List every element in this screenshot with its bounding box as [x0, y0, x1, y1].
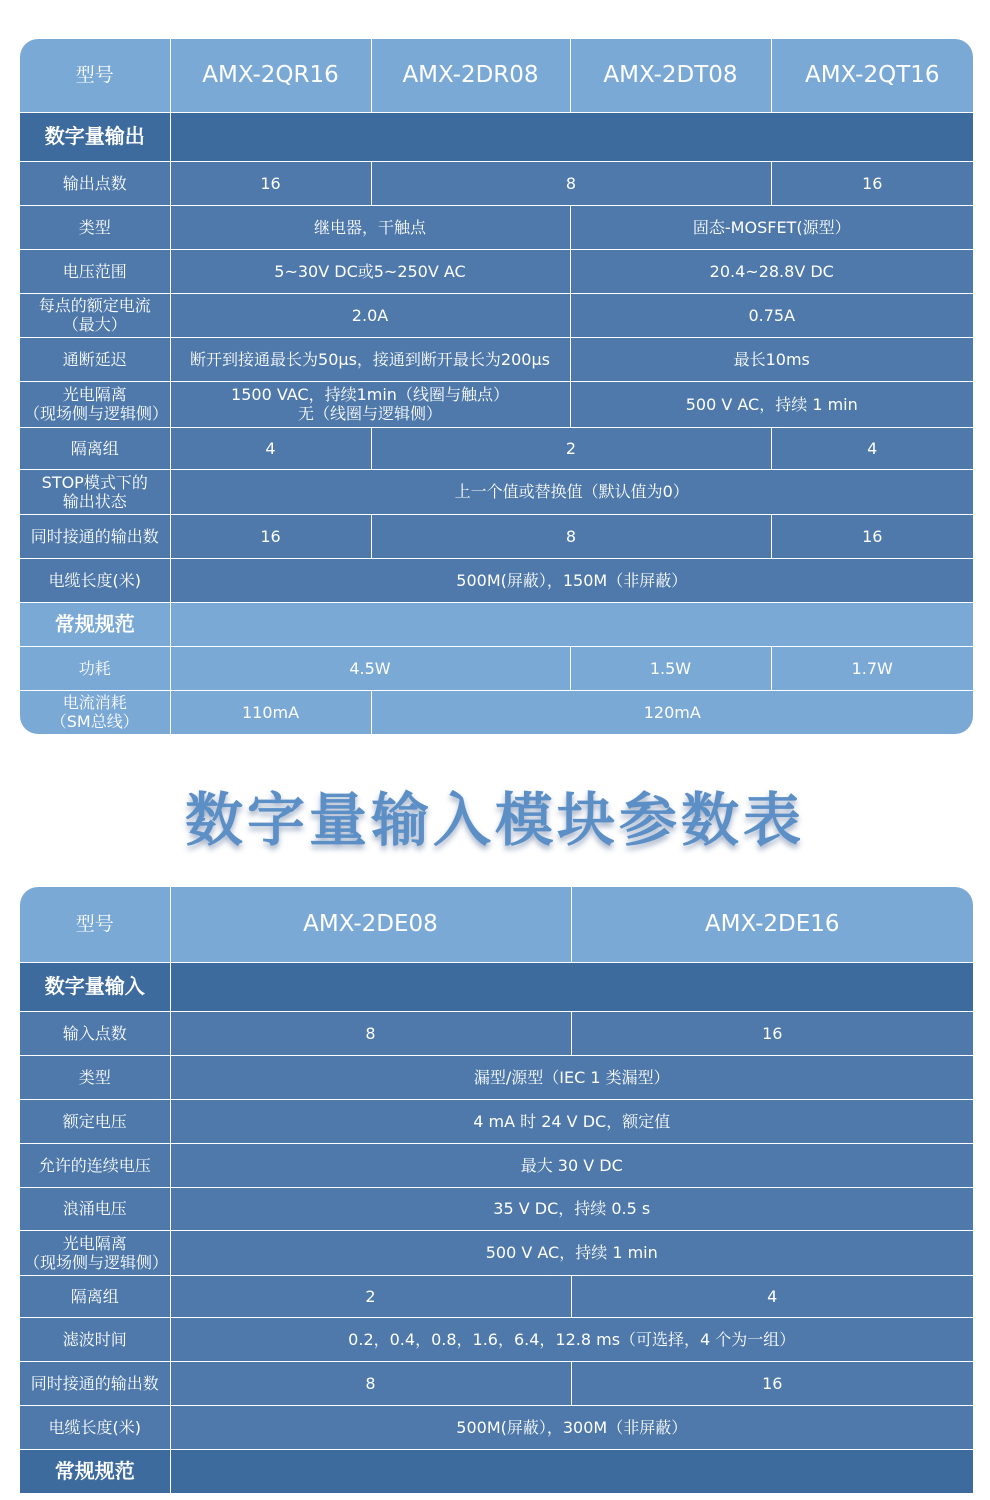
row-label: [20, 690, 170, 734]
row-label-line: STOP模式下的: [41, 472, 148, 492]
table-row: [20, 1011, 973, 1055]
section-filler: [170, 1449, 973, 1493]
row-label: 滤波时间: [20, 1317, 170, 1361]
row-label-line: 输出状态: [62, 491, 127, 511]
cell-value: 1.7W: [771, 646, 973, 690]
table-row: [20, 1099, 973, 1143]
table-row: [20, 381, 973, 427]
row-label: 电缆长度(米): [20, 1405, 170, 1449]
row-label-line: （现场侧与逻辑侧）: [24, 404, 169, 423]
table-row: [20, 1317, 973, 1361]
model-amx-2qr16: AMX-2QR16: [170, 39, 371, 112]
section-filler: [170, 112, 973, 161]
row-label: [20, 1230, 170, 1275]
table-row: [20, 249, 973, 293]
cell-value: 16: [571, 1361, 973, 1405]
cell-value: 5~30V DC或5~250V AC: [170, 249, 570, 293]
row-label: 隔离组: [20, 1275, 170, 1317]
cell-value: 8: [371, 161, 771, 205]
cell-value: 8: [170, 1361, 571, 1405]
cell-value: 固态-MOSFET(源型）: [570, 205, 973, 249]
cell-value: 最长10ms: [570, 337, 973, 381]
model-label: 型号: [20, 39, 170, 112]
cell-value: 500M(屏蔽），150M（非屏蔽）: [170, 558, 973, 602]
section-title: 常规规范: [20, 1449, 170, 1493]
cell-value: 0.75A: [570, 293, 973, 337]
row-label-line: 光电隔离: [62, 385, 127, 404]
row-label: 输出点数: [20, 161, 170, 205]
table-row: [20, 1187, 973, 1230]
table-row: [20, 205, 973, 249]
row-label-line: 电流消耗: [62, 693, 127, 713]
section-digital-input: [20, 962, 973, 1011]
row-label: 类型: [20, 1055, 170, 1099]
cell-value: 2: [170, 1275, 571, 1317]
row-label: [20, 293, 170, 337]
cell-value: [170, 381, 570, 427]
model-amx-2qt16: AMX-2QT16: [771, 39, 973, 112]
section-filler: [170, 962, 973, 1011]
table-row: [20, 514, 973, 558]
model-amx-2de16: AMX-2DE16: [571, 887, 973, 962]
row-label: 类型: [20, 205, 170, 249]
section-title: 数字量输出: [20, 112, 170, 161]
cell-value: 0.2，0.4，0.8，1.6，6.4，12.8 ms（可选择，4 个为一组）: [170, 1317, 973, 1361]
row-label: 功耗: [20, 646, 170, 690]
table-row: [20, 469, 973, 514]
cell-value: 2.0A: [170, 293, 570, 337]
cell-value: 1.5W: [570, 646, 771, 690]
table-row: [20, 161, 973, 205]
table-row: [20, 1143, 973, 1187]
section-filler: [170, 602, 973, 646]
table-row: [20, 1405, 973, 1449]
section-title: 数字量输入: [20, 962, 170, 1011]
table-row: [20, 337, 973, 381]
row-label-line: 光电隔离: [62, 1233, 127, 1253]
row-label-line: （最大）: [62, 315, 127, 334]
section-general: [20, 1449, 973, 1493]
row-label: 电压范围: [20, 249, 170, 293]
row-label: 电缆长度(米): [20, 558, 170, 602]
cell-value: 4: [170, 427, 371, 469]
model-label: 型号: [20, 887, 170, 962]
table-row: [20, 690, 973, 734]
row-label: 输入点数: [20, 1011, 170, 1055]
table-row: [20, 1230, 973, 1275]
row-label: 隔离组: [20, 427, 170, 469]
row-label-line: （SM总线）: [50, 712, 139, 732]
cell-value: 最大 30 V DC: [170, 1143, 973, 1187]
table-row: [20, 646, 973, 690]
cell-value: 8: [371, 514, 771, 558]
cell-value: 500 V AC，持续 1 min: [570, 381, 973, 427]
section-title: 常规规范: [20, 602, 170, 646]
row-label-line: 每点的额定电流: [38, 296, 151, 315]
row-label: 同时接通的输出数: [20, 1361, 170, 1405]
table-row: [20, 427, 973, 469]
cell-value: 漏型/源型（IEC 1 类漏型）: [170, 1055, 973, 1099]
cell-value: 500M(屏蔽），300M（非屏蔽）: [170, 1405, 973, 1449]
model-header-row: [20, 39, 973, 112]
row-label: 额定电压: [20, 1099, 170, 1143]
row-label: 允许的连续电压: [20, 1143, 170, 1187]
model-amx-2dt08: AMX-2DT08: [570, 39, 771, 112]
cell-line: 无（线圈与逻辑侧）: [297, 404, 442, 423]
cell-value: 20.4~28.8V DC: [570, 249, 973, 293]
cell-value: 35 V DC，持续 0.5 s: [170, 1187, 973, 1230]
cell-line: 1500 VAC，持续1min（线圈与触点）: [231, 385, 509, 404]
row-label: 通断延迟: [20, 337, 170, 381]
model-amx-2dr08: AMX-2DR08: [371, 39, 570, 112]
cell-value: 4: [771, 427, 973, 469]
cell-value: 16: [571, 1011, 973, 1055]
cell-value: 继电器，干触点: [170, 205, 570, 249]
cell-value: 500 V AC，持续 1 min: [170, 1230, 973, 1275]
row-label: 同时接通的输出数: [20, 514, 170, 558]
table-row: [20, 1361, 973, 1405]
table-row: [20, 293, 973, 337]
cell-value: 断开到接通最长为50μs，接通到断开最长为200μs: [170, 337, 570, 381]
cell-value: 110mA: [170, 690, 371, 734]
cell-value: 4.5W: [170, 646, 570, 690]
table-row: [20, 558, 973, 602]
model-amx-2de08: AMX-2DE08: [170, 887, 571, 962]
model-header-row: [20, 887, 973, 962]
row-label: [20, 469, 170, 514]
cell-value: 16: [170, 514, 371, 558]
cell-value: 120mA: [371, 690, 973, 734]
table-row: [20, 1275, 973, 1317]
digital-output-spec-table: [20, 39, 973, 734]
cell-value: 16: [170, 161, 371, 205]
cell-value: 上一个值或替换值（默认值为0）: [170, 469, 973, 514]
row-label: [20, 381, 170, 427]
cell-value: 16: [771, 514, 973, 558]
cell-value: 2: [371, 427, 771, 469]
section-general: [20, 602, 973, 646]
cell-value: 4: [571, 1275, 973, 1317]
table-row: [20, 1055, 973, 1099]
cell-value: 8: [170, 1011, 571, 1055]
digital-input-spec-table: [20, 887, 973, 1493]
row-label-line: （现场侧与逻辑侧）: [24, 1252, 169, 1272]
cell-value: 4 mA 时 24 V DC，额定值: [170, 1099, 973, 1143]
section-digital-output: [20, 112, 973, 161]
input-module-title: 数字量输入模块参数表: [184, 786, 805, 854]
cell-value: 16: [771, 161, 973, 205]
row-label: 浪涌电压: [20, 1187, 170, 1230]
